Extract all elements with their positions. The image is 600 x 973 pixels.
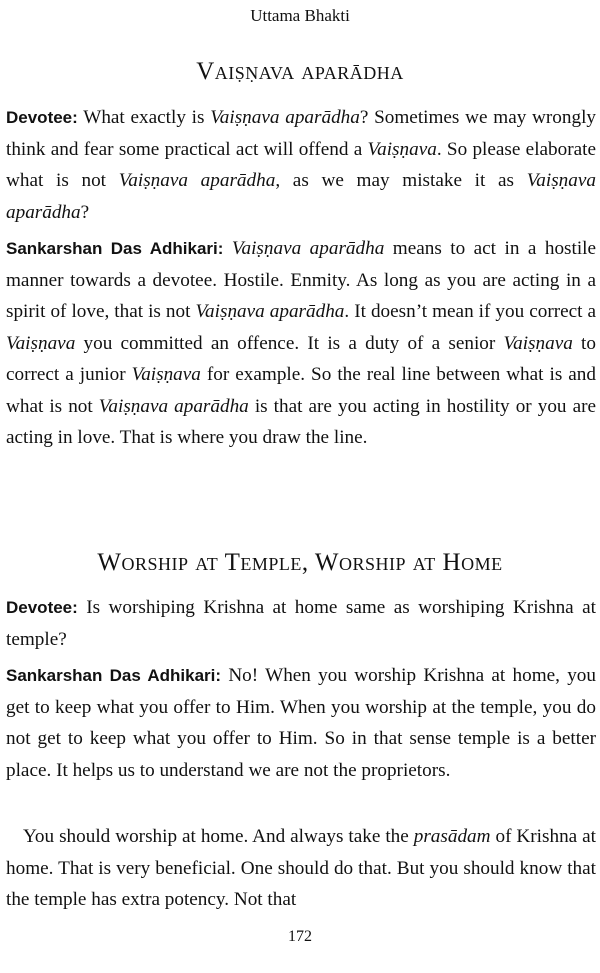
answer-2: Sankarshan Das Adhikari: No! When you worship Krishna at home, you get to keep what you offer to Him. When you worship at the temple, you do not get to keep what you offer to Him. So in that sense temple is a better place. It helps us to understand we are not the proprietors.: [6, 665, 596, 781]
speaker-label: Devotee:: [6, 108, 78, 127]
section-title-worship: Worship at Temple, Worship at Home: [97, 549, 503, 576]
speaker-label: Sankarshan Das Adhikari:: [6, 666, 222, 685]
running-head: Uttama Bhakti: [250, 6, 350, 25]
speaker-label: Sankarshan Das Adhikari:: [6, 239, 224, 258]
body-paragraph: You should worship at home. And always take the prasādam of Krishna at home. That is very beneficial. One should do that. But you should know that the temple has extra potency. Not that: [6, 826, 596, 910]
speaker-label: Devotee:: [6, 598, 78, 617]
devotee-question-1: Devotee: What exactly is Vaiṣṇava aparādha? Sometimes we may wrongly think and fear some practical act will offend a Vaiṣṇava. So please elaborate what is not Vaiṣṇava aparādha, as we may mistake it as Vaiṣṇava aparādha?: [6, 107, 596, 223]
answer-1: Sankarshan Das Adhikari: Vaiṣṇava aparādha means to act in a hostile manner towards a devotee. Hostile. Enmity. As long as you are acting in a spirit of love, that is not Vaiṣṇava aparādha. It doesn’t mean if you correct a Vaiṣṇava you committed an offence. It is a duty of a senior Vaiṣṇava to correct a junior Vaiṣṇava for example. So the real line between what is and what is not Vaiṣṇava aparādha is that are you acting in hostility or you are acting in love. That is where you draw the line.: [6, 238, 597, 448]
page-number: 172: [288, 928, 312, 945]
devotee-question-2: Devotee: Is worshiping Krishna at home same as worshiping Krishna at temple?: [6, 597, 596, 650]
section-title-vaisnava-aparadha: Vaiṣṇava aparādha: [196, 58, 404, 85]
